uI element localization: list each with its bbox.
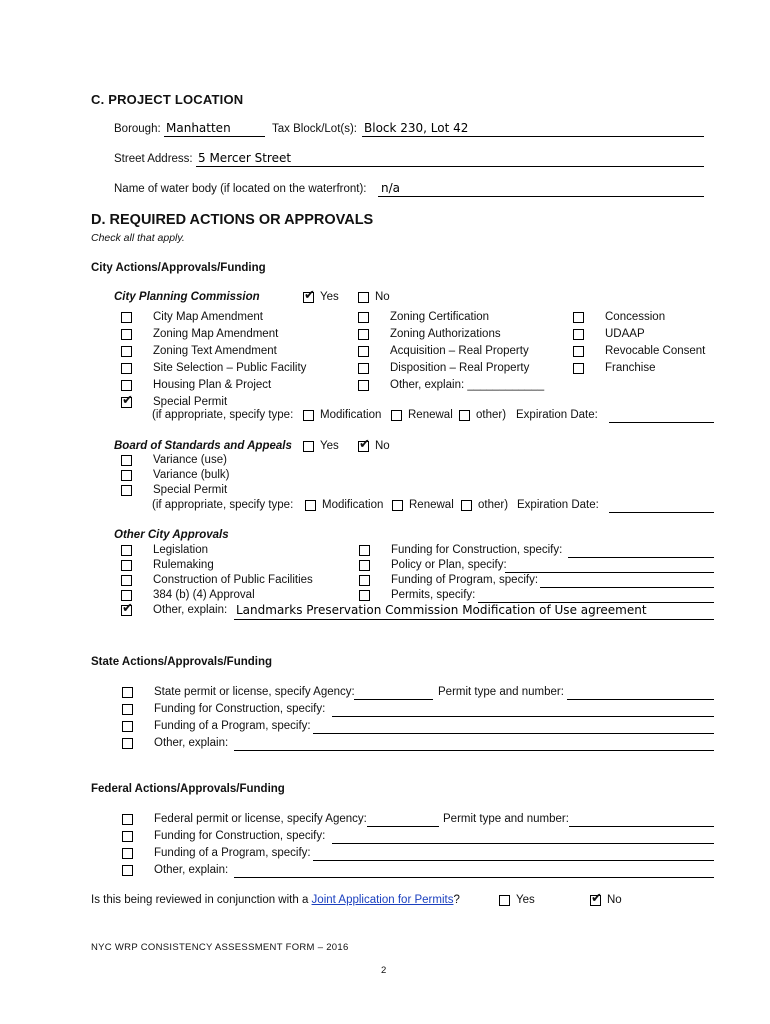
cpc-renewal-checkbox[interactable] [391,410,402,421]
other-city-col1-item-4-checkbox[interactable] [121,590,132,601]
bsa-item-2-label: Variance (bulk) [153,469,230,481]
tax-block-field[interactable]: Block 230, Lot 42 [364,121,469,135]
state-actions-heading: State Actions/Approvals/Funding [91,656,273,668]
cpc-col2-item-5-label: Other, explain: ____________ [390,379,545,391]
federal-item-3-checkbox[interactable] [122,848,133,859]
bsa-other-label: other) [478,499,509,511]
other-city-col1-item-1-label: Legislation [153,544,208,556]
cpc-col1-item-5-label: Housing Plan & Project [153,379,272,391]
federal-item-4-checkbox[interactable] [122,865,133,876]
bsa-item-1-label: Variance (use) [153,454,227,466]
footer-form-name: NYC WRP CONSISTENCY ASSESSMENT FORM – 2016 [91,942,349,953]
cpc-modification-label: Modification [320,409,382,421]
section-c-heading: C. PROJECT LOCATION [91,92,244,107]
cpc-col3-item-2-checkbox[interactable] [573,329,584,340]
federal-item-1-label: Federal permit or license, specify Agency: [154,813,367,825]
tax-block-underline [362,136,704,137]
bsa-no-checkbox[interactable] [358,437,370,452]
street-label: Street Address: [114,153,193,165]
federal-item-4-field[interactable] [234,877,714,878]
cpc-col2-item-1-label: Zoning Certification [390,311,490,323]
other-city-col2-item-3-field[interactable] [540,587,714,588]
federal-item-2-label: Funding for Construction, specify: [154,830,326,842]
cpc-col2-item-2-label: Zoning Authorizations [390,328,501,340]
state-item-2-checkbox[interactable] [122,704,133,715]
bsa-no-label: No [375,440,390,452]
bsa-other-checkbox[interactable] [461,500,472,511]
cpc-expiration-field[interactable] [609,422,714,423]
other-city-col2-item-3-checkbox[interactable] [359,575,370,586]
cpc-col1-item-1-checkbox[interactable] [121,312,132,323]
cpc-col1-item-3-checkbox[interactable] [121,346,132,357]
other-city-col1-item-3-label: Construction of Public Facilities [153,574,313,586]
other-city-col2-item-4-label: Permits, specify: [391,589,476,601]
city-actions-heading: City Actions/Approvals/Funding [91,262,266,274]
street-underline [196,166,704,167]
state-item-2-label: Funding for Construction, specify: [154,703,326,715]
federal-item-4-label: Other, explain: [154,864,229,876]
cpc-yes-checkbox[interactable] [303,288,315,303]
bsa-item-2-checkbox[interactable] [121,470,132,481]
check-mark-icon: ✔ [122,393,133,408]
cpc-col2-item-4-label: Disposition – Real Property [390,362,530,374]
joint-application-link[interactable]: Joint Application for Permits [311,894,454,906]
bsa-expiration-field[interactable] [609,512,714,513]
bsa-renewal-label: Renewal [409,499,454,511]
check-mark-icon: ✔ [359,437,370,452]
borough-label: Borough: [114,123,161,135]
joint-application-question [91,894,460,906]
state-item-1-checkbox[interactable] [122,687,133,698]
cpc-col1-item-3-label: Zoning Text Amendment [153,345,277,357]
joint-yes-label: Yes [516,894,535,906]
bsa-yes-checkbox[interactable] [303,441,314,452]
cpc-col3-item-1-label: Concession [605,311,666,323]
cpc-col2-item-4-checkbox[interactable] [358,363,369,374]
borough-underline [164,136,265,137]
state-item-1-label: State permit or license, specify Agency: [154,686,355,698]
bsa-item-1-checkbox[interactable] [121,455,132,466]
section-d-heading: D. REQUIRED ACTIONS OR APPROVALS [91,212,374,228]
cpc-no-checkbox[interactable] [358,292,369,303]
joint-suffix: ? [453,894,460,906]
state-item-4-label: Other, explain: [154,737,229,749]
other-city-col2-item-3-label: Funding of Program, specify: [391,574,539,586]
cpc-col1-item-6-checkbox[interactable] [121,393,133,408]
cpc-label: City Planning Commission [114,291,260,303]
joint-no-checkbox[interactable] [590,891,602,906]
federal-item-1-checkbox[interactable] [122,814,133,825]
cpc-col3-item-4-checkbox[interactable] [573,363,584,374]
federal-actions-heading: Federal Actions/Approvals/Funding [91,783,285,795]
cpc-col3-item-1-checkbox[interactable] [573,312,584,323]
cpc-col1-item-4-label: Site Selection – Public Facility [153,362,307,374]
state-item-1-field[interactable] [354,699,433,700]
state-item-3-checkbox[interactable] [122,721,133,732]
cpc-expiration-label: Expiration Date: [516,409,598,421]
cpc-col3-item-3-label: Revocable Consent [605,345,706,357]
other-city-explain-underline [234,619,714,620]
cpc-col1-item-5-checkbox[interactable] [121,380,132,391]
federal-permit-type-field[interactable] [569,826,714,827]
cpc-col2-item-3-label: Acquisition – Real Property [390,345,529,357]
bsa-label: Board of Standards and Appeals [114,440,292,452]
other-city-col2-item-2-checkbox[interactable] [359,560,370,571]
bsa-yes-label: Yes [320,440,339,452]
other-city-col1-item-2-checkbox[interactable] [121,560,132,571]
street-field[interactable]: 5 Mercer Street [198,151,292,165]
tax-block-label: Tax Block/Lot(s): [272,123,357,135]
other-city-col2-item-1-checkbox[interactable] [359,545,370,556]
bsa-item-3-label: Special Permit [153,484,228,496]
other-city-approvals-label: Other City Approvals [114,529,229,541]
joint-prefix: Is this being reviewed in conjunction with a [91,894,309,906]
state-permit-type-field[interactable] [567,699,714,700]
cpc-col3-item-3-checkbox[interactable] [573,346,584,357]
state-item-4-field[interactable] [234,750,714,751]
bsa-type-label: (if appropriate, specify type: [152,499,294,511]
other-city-col2-item-4-checkbox[interactable] [359,590,370,601]
cpc-modification-checkbox[interactable] [303,410,314,421]
borough-field[interactable]: Manhatten [166,121,231,135]
cpc-col1-item-2-checkbox[interactable] [121,329,132,340]
bsa-item-3-checkbox[interactable] [121,485,132,496]
other-city-col1-item-3-checkbox[interactable] [121,575,132,586]
cpc-other-checkbox[interactable] [459,410,470,421]
other-city-col1-item-5-label: Other, explain: [153,604,228,616]
other-city-col2-item-2-field[interactable] [505,572,714,573]
federal-item-2-checkbox[interactable] [122,831,133,842]
bsa-renewal-checkbox[interactable] [392,500,403,511]
other-city-col2-item-1-field[interactable] [568,557,714,558]
cpc-col3-item-4-label: Franchise [605,362,656,374]
state-item-3-field[interactable] [313,733,714,734]
other-city-col1-item-4-label: 384 (b) (4) Approval [153,589,255,601]
other-city-col1-item-1-checkbox[interactable] [121,545,132,556]
cpc-col2-item-5-checkbox[interactable] [358,380,369,391]
bsa-modification-checkbox[interactable] [305,500,316,511]
cpc-col1-item-6-label: Special Permit [153,396,228,408]
check-all-instruction: Check all that apply. [91,232,185,244]
bsa-expiration-label: Expiration Date: [517,499,599,511]
federal-item-3-label: Funding of a Program, specify: [154,847,311,859]
federal-item-1-field[interactable] [367,826,439,827]
federal-item-3-field[interactable] [313,860,714,861]
other-city-col2-item-2-label: Policy or Plan, specify: [391,559,507,571]
cpc-other-label: other) [476,409,507,421]
cpc-yes-label: Yes [320,291,339,303]
bsa-modification-label: Modification [322,499,384,511]
page-number: 2 [381,965,387,976]
cpc-col1-item-1-label: City Map Amendment [153,311,263,323]
state-permit-type-label: Permit type and number: [438,686,564,698]
state-item-4-checkbox[interactable] [122,738,133,749]
cpc-col2-item-3-checkbox[interactable] [358,346,369,357]
joint-yes-checkbox[interactable] [499,895,510,906]
other-city-col2-item-1-label: Funding for Construction, specify: [391,544,563,556]
federal-permit-type-label: Permit type and number: [443,813,569,825]
cpc-col2-item-2-checkbox[interactable] [358,329,369,340]
cpc-no-label: No [375,291,390,303]
federal-item-2-field[interactable] [332,843,714,844]
check-mark-icon: ✔ [304,288,315,303]
state-item-3-label: Funding of a Program, specify: [154,720,311,732]
water-body-field[interactable]: n/a [381,181,401,195]
cpc-type-label: (if appropriate, specify type: [152,409,294,421]
water-body-underline [378,196,704,197]
other-city-col1-item-2-label: Rulemaking [153,559,214,571]
check-mark-icon: ✔ [591,891,602,906]
check-mark-icon: ✔ [122,601,133,616]
cpc-renewal-label: Renewal [408,409,453,421]
joint-no-label: No [607,894,622,906]
cpc-col1-item-2-label: Zoning Map Amendment [153,328,279,340]
other-city-col1-item-5-checkbox[interactable] [121,601,133,616]
state-item-2-field[interactable] [332,716,714,717]
cpc-col1-item-4-checkbox[interactable] [121,363,132,374]
water-body-label: Name of water body (if located on the waterfront): [114,183,367,195]
cpc-col3-item-2-label: UDAAP [605,328,645,340]
other-city-explain-field[interactable]: Landmarks Preservation Commission Modification of Use agreement [236,603,647,617]
cpc-col2-item-1-checkbox[interactable] [358,312,369,323]
